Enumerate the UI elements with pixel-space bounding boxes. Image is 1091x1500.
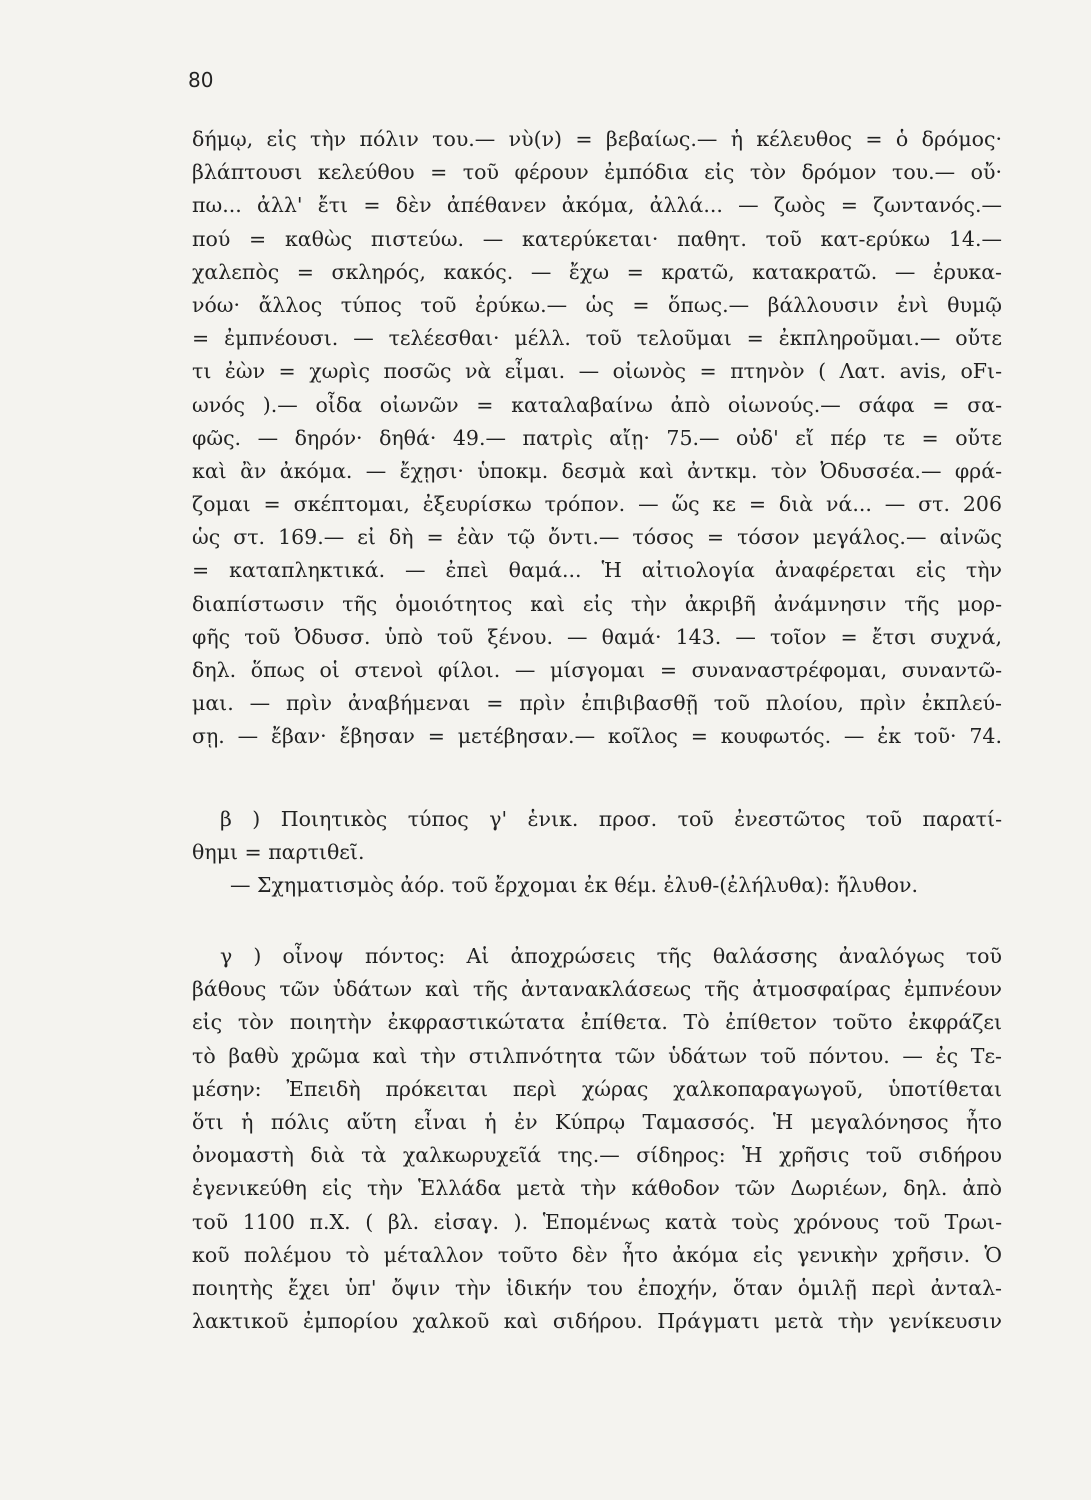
text-line: εἰς τὸν ποιητὴν ἐκφραστικώτατα ἐπίθετα. Τὸ ἐπίθετον τοῦτο ἐκφράζει [192, 1010, 1002, 1035]
text-line: βλάπτουσι κελεύθου = τοῦ φέρουν ἐμπόδια εἰς τὸν δρόμον του.— οὔ· [192, 160, 1002, 185]
text-line: διαπίστωσιν τῆς ὁμοιότητος καὶ εἰς τὴν ἀκριβῆ ἀνάμνησιν τῆς μορ- [192, 591, 1002, 616]
text-line: πω... ἀλλ' ἔτι = δὲν ἀπέθανεν ἀκόμα, ἀλλά... — ζωὸς = ζωντανός.— [192, 193, 1002, 218]
text-line: πού = καθὼς πιστεύω. — κατερύκεται· παθητ. τοῦ κατ-ερύκω 14.— [192, 226, 1002, 251]
text-line: λακτικοῦ ἐμπορίου χαλκοῦ καὶ σιδήρου. Πράγματι μετὰ τὴν γενίκευσιν [192, 1309, 1002, 1334]
text-line: ποιητὴς ἔχει ὑπ' ὄψιν τὴν ἰδικήν του ἐποχήν, ὅταν ὁμιλῇ περὶ ἀνταλ- [192, 1275, 1002, 1300]
text-line: θημι = παρτιθεῖ. [192, 840, 365, 865]
text-line: χαλεπὸς = σκληρός, κακός. — ἔχω = κρατῶ, κατακρατῶ. — ἐρυκα- [192, 259, 1002, 284]
text-line: φῆς τοῦ Ὀδυσσ. ὑπὸ τοῦ ξένου. — θαμά· 143. — τοῖον = ἔτσι συχνά, [192, 624, 1002, 649]
text-line: — Σχηματισμὸς ἀόρ. τοῦ ἔρχομαι ἐκ θέμ. ἐλυθ-(ἐλήλυθα): ἤλυθον. [230, 873, 918, 898]
note-b [192, 803, 1002, 903]
text-line: β ) Ποιητικὸς τύπος γ' ἑνικ. προσ. τοῦ ἐνεστῶτος τοῦ παρατί- [220, 807, 1002, 831]
text-line: ὅτι ἡ πόλις αὕτη εἶναι ἡ ἐν Κύπρῳ Ταμασσός. Ἡ μεγαλόνησος ἦτο [192, 1109, 1002, 1134]
text-line: βάθους τῶν ὑδάτων καὶ τῆς ἀντανακλάσεως τῆς ἀτμοσφαίρας ἐμπνέουν [192, 977, 1002, 1002]
page-number: 80 [188, 68, 214, 92]
text-line: τι ἐὼν = χωρὶς ποσῶς νὰ εἶμαι. — οἰωνὸς = πτηνὸν ( Λατ. avis, oFι- [192, 359, 1002, 384]
text-line: = καταπληκτικά. — ἐπεὶ θαμά... Ἡ αἰτιολογία ἀναφέρεται εἰς τὴν [192, 558, 1002, 583]
text-line: νόω· ἄλλος τύπος τοῦ ἐρύκω.— ὡς = ὅπως.— βάλλουσιν ἐνὶ θυμῷ [192, 292, 1002, 317]
text-line: ζομαι = σκέπτομαι, ἐξευρίσκω τρόπον. — ὥς κε = διὰ νά... — στ. 206 [192, 492, 1002, 517]
text-line: τοῦ 1100 π.Χ. ( βλ. εἰσαγ. ). Ἑπομένως κατὰ τοὺς χρόνους τοῦ Τρωι- [192, 1209, 1002, 1234]
glossary-paragraph [192, 123, 1002, 754]
text-line: γ ) οἶνοψ πόντος: Αἱ ἀποχρώσεις τῆς θαλάσσης ἀναλόγως τοῦ [220, 944, 1002, 968]
text-line: φῶς. — δηρόν· δηθά· 49.— πατρὶς αἴῃ· 75.— οὐδ' εἴ πέρ τε = οὔτε [192, 425, 1002, 450]
note-c [192, 940, 1002, 1338]
text-line: καὶ ἂν ἀκόμα. — ἔχῃσι· ὑποκμ. δεσμὰ καὶ ἀντκμ. τὸν Ὀδυσσέα.— φρά- [192, 458, 1002, 483]
text-line: = ἐμπνέουσι. — τελέεσθαι· μέλλ. τοῦ τελοῦμαι = ἐκπληροῦμαι.— οὔτε [192, 326, 1002, 351]
text-line: δήμῳ, εἰς τὴν πόλιν του.— νὺ(ν) = βεβαίως.— ἡ κέλευθος = ὁ δρόμος· [192, 127, 1002, 151]
text-line: δηλ. ὅπως οἱ στενοὶ φίλοι. — μίσγομαι = συναναστρέφομαι, συναντῶ- [192, 658, 1002, 682]
text-line: ὡς στ. 169.— εἰ δὴ = ἐὰν τῷ ὄντι.— τόσος = τόσον μεγάλος.— αἰνῶς [192, 525, 1002, 550]
text-line: τὸ βαθὺ χρῶμα καὶ τὴν στιλπνότητα τῶν ὑδάτων τοῦ πόντου. — ἐς Τε- [192, 1043, 1002, 1068]
text-line: μέσην: Ἐπειδὴ πρόκειται περὶ χώρας χαλκοπαραγωγοῦ, ὑποτίθεται [192, 1076, 1002, 1101]
text-line: ὀνομαστὴ διὰ τὰ χαλκωρυχεῖά της.— σίδηρος: Ἡ χρῆσις τοῦ σιδήρου [192, 1143, 1002, 1168]
text-line: σῃ. — ἔβαν· ἔβησαν = μετέβησαν.— κοῖλος = κουφωτός. — ἐκ τοῦ· 74. [192, 724, 1002, 749]
text-line: ἐγενικεύθη εἰς τὴν Ἑλλάδα μετὰ τὴν κάθοδον τῶν Δωριέων, δηλ. ἀπὸ [192, 1176, 1002, 1201]
text-line: ωνός ).— οἶδα οἰωνῶν = καταλαβαίνω ἀπὸ οἰωνούς.— σάφα = σα- [192, 392, 1002, 417]
text-line: κοῦ πολέμου τὸ μέταλλον τοῦτο δὲν ἦτο ἀκόμα εἰς γενικὴν χρῆσιν. Ὁ [192, 1242, 1002, 1267]
text-line: μαι. — πρὶν ἀναβήμεναι = πρὶν ἐπιβιβασθῇ τοῦ πλοίου, πρὶν ἐκπλεύ- [192, 691, 1002, 716]
